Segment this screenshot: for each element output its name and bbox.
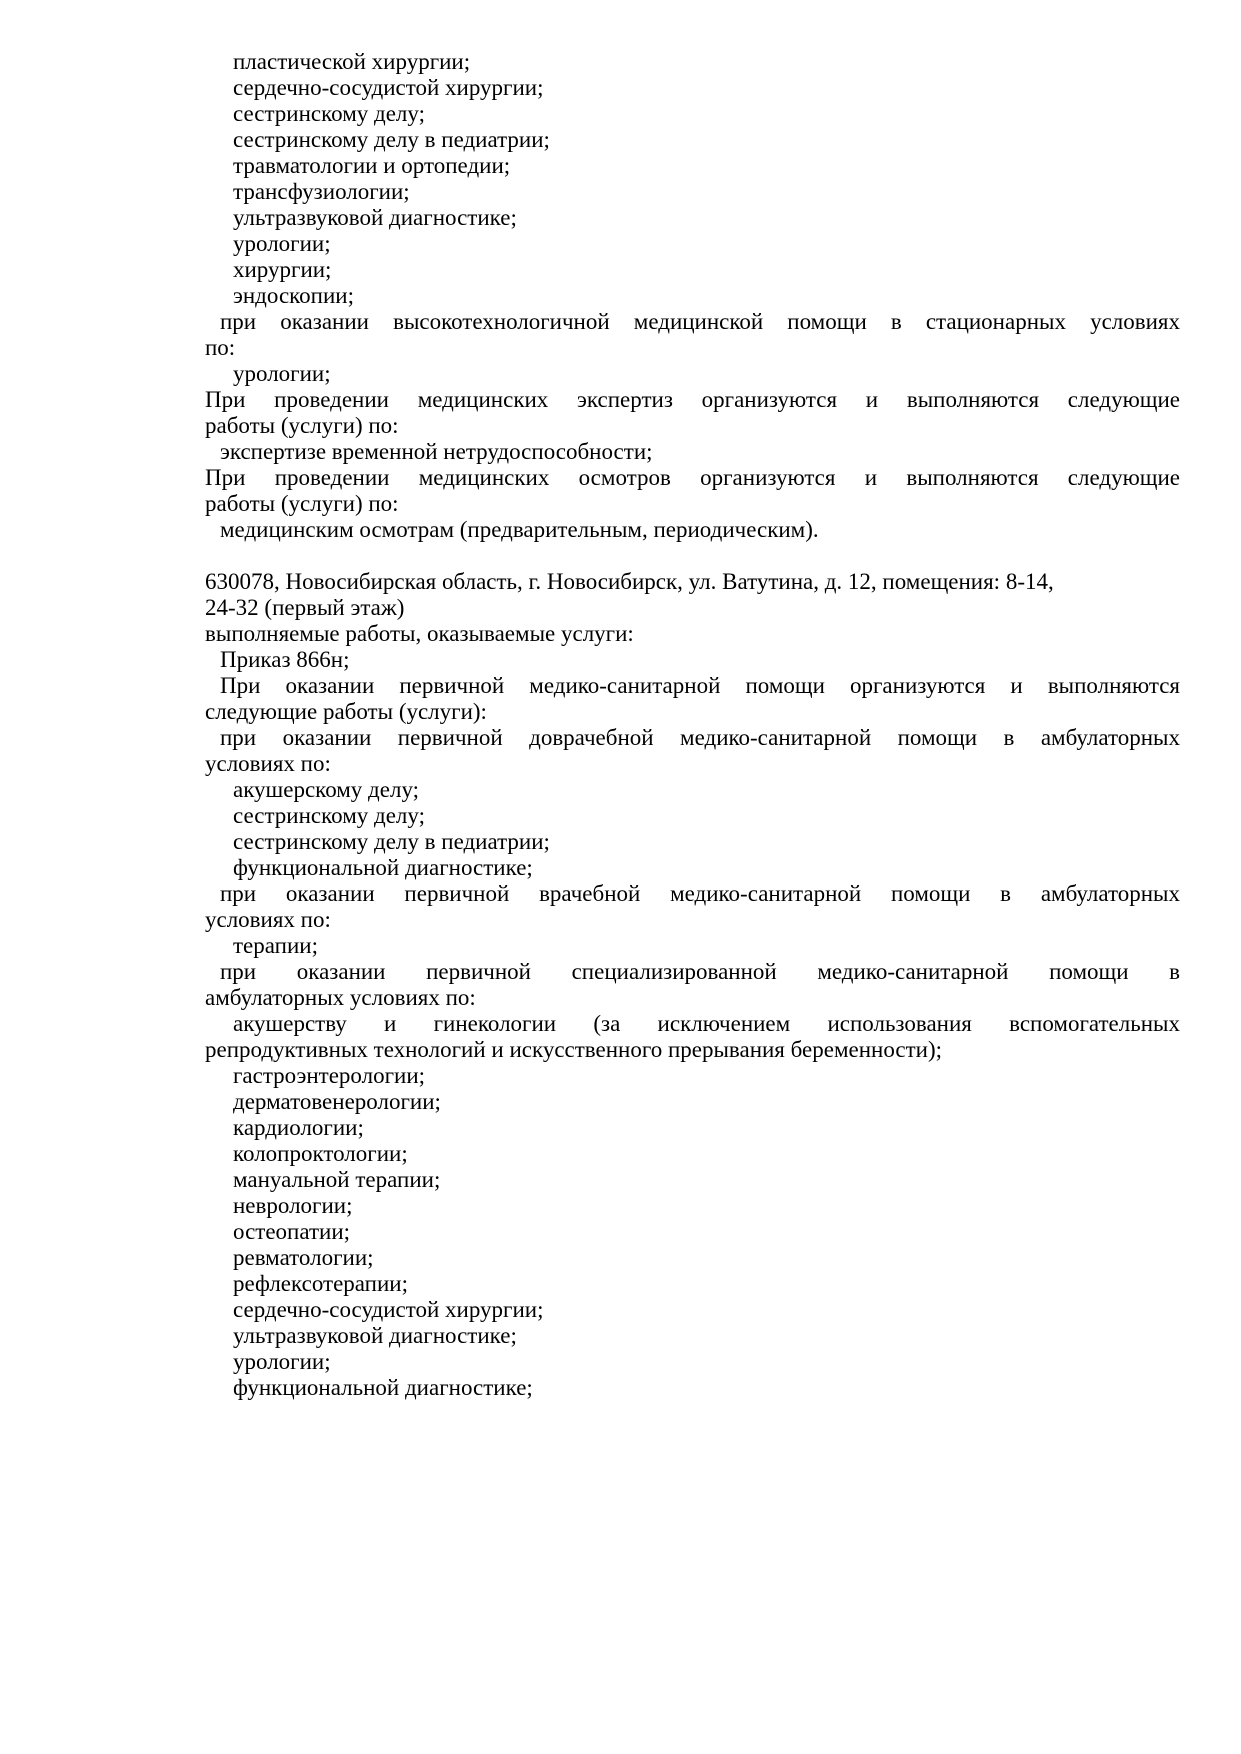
paragraph (205, 1297, 1180, 1323)
text-line: остеопатии; (233, 1219, 351, 1244)
paragraph (205, 1141, 1180, 1167)
text-line: ультразвуковой диагностике; (233, 1323, 517, 1348)
text-line: пластической хирургии; (233, 49, 471, 74)
paragraph (205, 1375, 1180, 1401)
text-line: урологии; (233, 1349, 331, 1374)
paragraph (205, 569, 1180, 621)
text-line: при оказании первичной врачебной медико-санитарной помощи в амбулаторных (220, 881, 1180, 906)
text-line: работы (услуги) по: (205, 413, 399, 438)
text-line: эндоскопии; (233, 283, 354, 308)
text-line: ревматологии; (233, 1245, 374, 1270)
text-line: сердечно-сосудистой хирургии; (233, 75, 544, 100)
paragraph (205, 517, 1180, 543)
text-line: сестринскому делу; (233, 803, 425, 828)
text-line: мануальной терапии; (233, 1167, 441, 1192)
paragraph (205, 127, 1180, 153)
text-line: сестринскому делу в педиатрии; (233, 829, 550, 854)
text-line: трансфузиологии; (233, 179, 410, 204)
text-line: рефлексотерапии; (233, 1271, 408, 1296)
paragraph (205, 621, 1180, 647)
text-line: по: (205, 335, 236, 360)
paragraph (205, 231, 1180, 257)
text-line: функциональной диагностике; (233, 1375, 533, 1400)
text-line: репродуктивных технологий и искусственного прерывания беременности); (205, 1037, 943, 1062)
text-line: дерматовенерологии; (233, 1089, 441, 1114)
text-line: условиях по: (205, 751, 331, 776)
text-line: колопроктологии; (233, 1141, 408, 1166)
text-line: урологии; (233, 231, 331, 256)
paragraph (205, 361, 1180, 387)
text-line: кардиологии; (233, 1115, 364, 1140)
paragraph (205, 933, 1180, 959)
paragraph (205, 829, 1180, 855)
text-line: сестринскому делу; (233, 101, 425, 126)
paragraph (205, 1245, 1180, 1271)
paragraph (205, 1271, 1180, 1297)
paragraph (205, 647, 1180, 673)
text-line: функциональной диагностике; (233, 855, 533, 880)
text-line: При проведении медицинских экспертиз организуются и выполняются следующие (205, 387, 1180, 412)
paragraph (205, 257, 1180, 283)
blank-line (205, 543, 1180, 569)
text-line: медицинским осмотрам (предварительным, периодическим). (220, 517, 819, 542)
text-line: При оказании первичной медико-санитарной помощи организуются и выполняются (220, 673, 1180, 698)
paragraph (205, 309, 1180, 361)
paragraph (205, 1167, 1180, 1193)
paragraph (205, 1323, 1180, 1349)
paragraph (205, 1219, 1180, 1245)
text-line: неврологии; (233, 1193, 353, 1218)
text-line: акушерскому делу; (233, 777, 420, 802)
paragraph (205, 673, 1180, 725)
text-line: амбулаторных условиях по: (205, 985, 476, 1010)
text-line: выполняемые работы, оказываемые услуги: (205, 621, 634, 646)
paragraph (205, 439, 1180, 465)
paragraph (205, 855, 1180, 881)
text-line: урологии; (233, 361, 331, 386)
text-line: хирургии; (233, 257, 332, 282)
text-line: сестринскому делу в педиатрии; (233, 127, 550, 152)
paragraph (205, 283, 1180, 309)
text-line: при оказании первичной специализированной медико-санитарной помощи в (220, 959, 1180, 984)
paragraph (205, 465, 1180, 517)
text-line: при оказании высокотехнологичной медицинской помощи в стационарных условиях (220, 309, 1180, 334)
text-line: экспертизе временной нетрудоспособности; (220, 439, 653, 464)
paragraph (205, 725, 1180, 777)
paragraph (205, 1193, 1180, 1219)
paragraph (205, 881, 1180, 933)
paragraph (205, 1115, 1180, 1141)
paragraph (205, 803, 1180, 829)
text-line: травматологии и ортопедии; (233, 153, 511, 178)
paragraph (205, 1089, 1180, 1115)
text-line: терапии; (233, 933, 318, 958)
paragraph (205, 179, 1180, 205)
text-line: При проведении медицинских осмотров организуются и выполняются следующие (205, 465, 1180, 490)
text-line: работы (услуги) по: (205, 491, 399, 516)
paragraph (205, 101, 1180, 127)
text-line: Приказ 866н; (220, 647, 350, 672)
text-line: сердечно-сосудистой хирургии; (233, 1297, 544, 1322)
paragraph (205, 1063, 1180, 1089)
paragraph (205, 959, 1180, 1011)
paragraph (205, 49, 1180, 75)
paragraph (205, 153, 1180, 179)
paragraph (205, 1011, 1180, 1063)
paragraph (205, 1349, 1180, 1375)
paragraph (205, 387, 1180, 439)
text-line: 630078, Новосибирская область, г. Новосибирск, ул. Ватутина, д. 12, помещения: 8-14, (205, 569, 1054, 594)
text-line: следующие работы (услуги): (205, 699, 487, 724)
text-line: акушерству и гинекологии (за исключением использования вспомогательных (233, 1011, 1180, 1036)
paragraph (205, 75, 1180, 101)
text-line: условиях по: (205, 907, 331, 932)
text-line: ультразвуковой диагностике; (233, 205, 517, 230)
license-text-block (205, 49, 1180, 1401)
paragraph (205, 205, 1180, 231)
text-line: гастроэнтерологии; (233, 1063, 426, 1088)
text-line: 24-32 (первый этаж) (205, 595, 405, 620)
paragraph (205, 777, 1180, 803)
text-line: при оказании первичной доврачебной медико-санитарной помощи в амбулаторных (220, 725, 1180, 750)
